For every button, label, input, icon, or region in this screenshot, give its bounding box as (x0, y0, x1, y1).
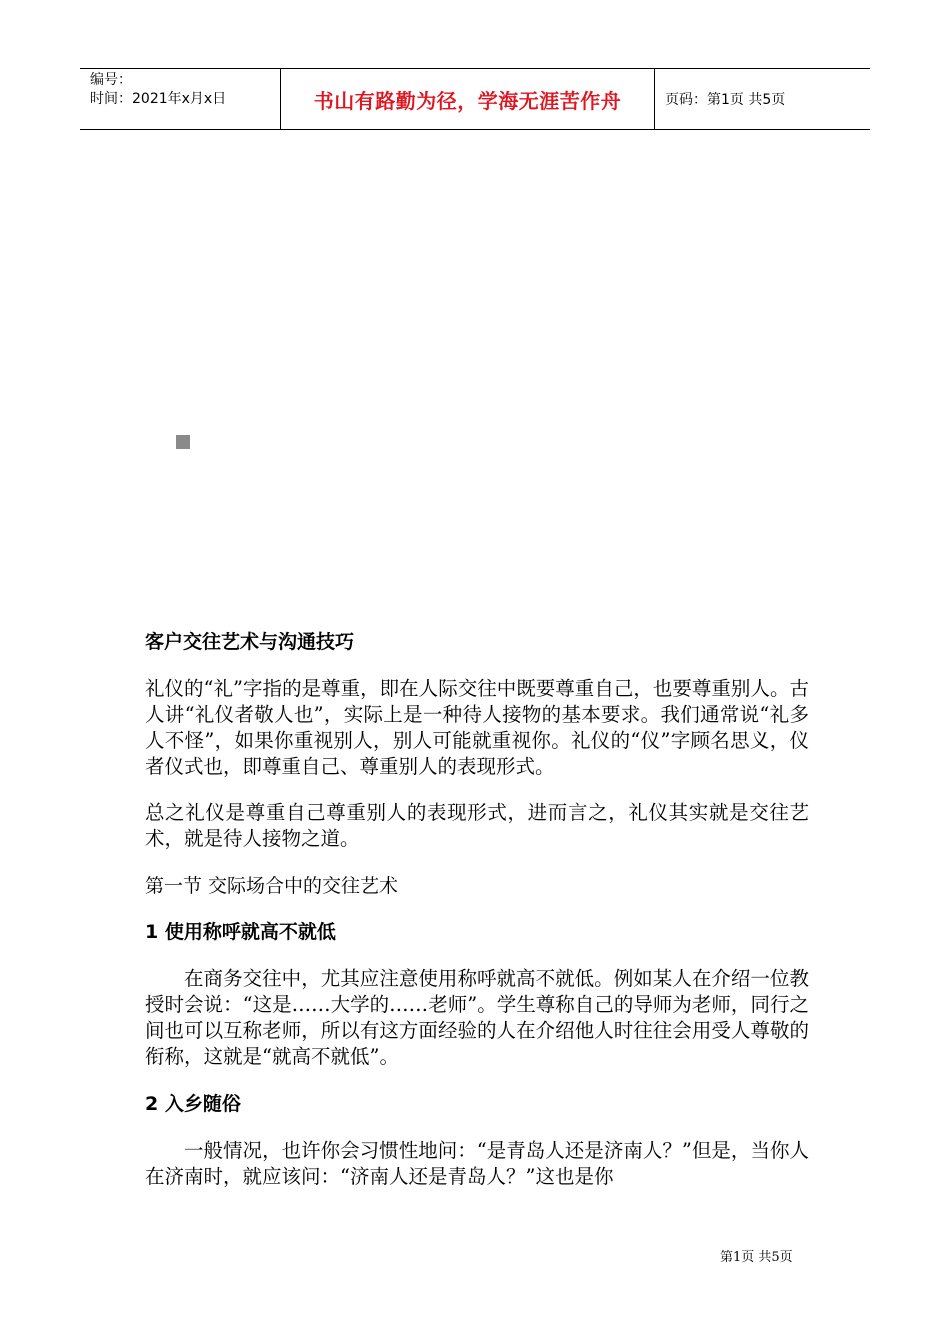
document-title: 客户交往艺术与沟通技巧 (145, 631, 355, 653)
section-body-2: 一般情况，也许你会习惯性地问：“是青岛人还是济南人？”但是，当你人在济南时，就应该问：“济南人还是青岛人？”这也是你 (145, 1139, 809, 1188)
document-body (145, 628, 809, 1210)
intro-paragraph: 礼仪的“礼”字指的是尊重，即在人际交往中既要尊重自己，也要尊重别人。古人讲“礼仪者敬人也”，实际上是一种待人接物的基本要求。我们通常说“礼多人不怪”，如果你重视别人，别人可能就重视你。礼仪的“仪”字顾名思义，仪者仪式也，即尊重自己、尊重别人的表现形式。 (145, 677, 809, 778)
header-page-number: 页码：第1页 共5页 (665, 92, 786, 108)
page-footer: 第1页 共5页 (720, 1250, 793, 1265)
section-heading-2: 2 入乡随俗 (145, 1093, 241, 1115)
square-marker-icon (176, 435, 190, 449)
summary-paragraph: 总之礼仪是尊重自己尊重别人的表现形式，进而言之，礼仪其实就是交往艺术，就是待人接物之道。 (145, 801, 809, 850)
header-motto: 书山有路勤为径，学海无涯苦作舟 (281, 69, 655, 129)
page-header (80, 68, 870, 130)
date-label: 时间：2021年x月x日 (90, 91, 227, 107)
section-body-1: 在商务交往中，尤其应注意使用称呼就高不就低。例如某人在介绍一位教授时会说：“这是……大学的……老师”。学生尊称自己的导师为老师，同行之间也可以互称老师，所以有这方面经验的人在介绍他人时往往会用受人尊敬的衔称，这就是“就高不就低”。 (145, 967, 809, 1068)
number-label: 编号： (90, 72, 132, 88)
header-meta (80, 69, 281, 129)
chapter-heading: 第一节 交际场合中的交往艺术 (145, 875, 399, 897)
section-heading-1: 1 使用称呼就高不就低 (145, 921, 336, 943)
